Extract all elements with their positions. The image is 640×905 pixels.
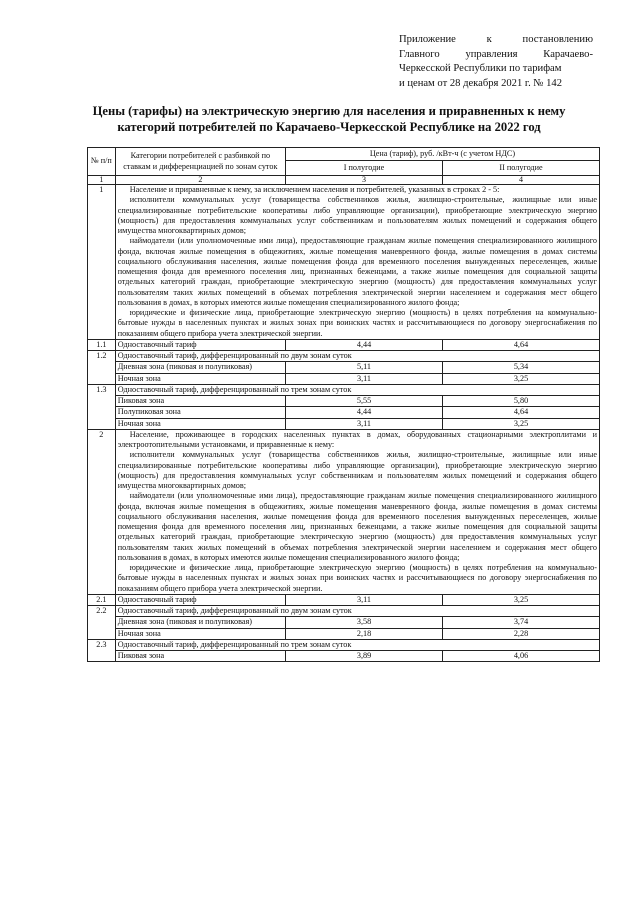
value-half-1: 3,11 <box>286 594 443 605</box>
table-row <box>88 651 600 662</box>
table-row <box>88 396 600 407</box>
table-row <box>88 362 600 373</box>
value-half-1: 5,11 <box>286 362 443 373</box>
value-half-1: 2,18 <box>286 628 443 639</box>
value-half-2: 4,06 <box>443 651 600 662</box>
header-price: Цена (тариф), руб. /кВт-ч (с учетом НДС) <box>286 148 600 161</box>
row-label: Одноставочный тариф, дифференцированный по двум зонам суток <box>115 351 599 362</box>
row-label: Одноставочный тариф, дифференцированный по двум зонам суток <box>115 606 599 617</box>
table-row <box>88 628 600 639</box>
appendix-line: и ценам от 28 декабря 2021 г. № 142 <box>399 77 563 89</box>
description-paragraph: наймодатели (или уполномоченные ими лица), предоставляющие гражданам жилые помещения специализированного жилищного фонда, включая жилые помещения в общежитиях, жилые помещения маневренного фонда, жилые помещения в домах системы социального обслуживания населения, жилые помещения фонда для временного поселения вынужденных переселенцев, жилые помещения фонда для временного поселения лиц, признанных беженцами, а также жилые помещения для социальной защиты отдельных категорий граждан, приобретающие электрическую энергию (мощность) для предоставления коммунальных услуг пользователям таких жилых помещений в объемах потребления электрической энергии населением и содержания мест общего пользования в домах, в которых имеются жилые помещения специализированного жилого фонда; <box>117 236 597 307</box>
value-half-2: 5,80 <box>443 396 600 407</box>
row-number: 1.2 <box>88 351 116 385</box>
row-number: 2.3 <box>88 639 116 662</box>
tariff-table <box>87 147 600 662</box>
row-number: 1.3 <box>88 384 116 429</box>
header-category: Категории потребителей с разбивкой по ставкам и дифференциацией по зонам суток <box>115 148 285 176</box>
value-half-1: 3,89 <box>286 651 443 662</box>
column-index: 4 <box>443 176 600 185</box>
value-half-2: 4,64 <box>443 407 600 418</box>
row-number: 2.2 <box>88 606 116 640</box>
title-line-2: категорий потребителей по Карачаево-Черкесской Республике на 2022 год <box>117 120 541 134</box>
section-1-description <box>115 185 599 340</box>
row-label: Одноставочный тариф <box>115 594 285 605</box>
value-half-1: 4,44 <box>286 339 443 350</box>
value-half-1: 3,11 <box>286 373 443 384</box>
title-line-1: Цены (тарифы) на электрическую энергию для населения и приравненных к нему <box>92 104 566 118</box>
table-row <box>88 606 600 617</box>
value-half-2: 5,34 <box>443 362 600 373</box>
appendix-line: Приложение к постановлению <box>399 34 593 45</box>
section-1-description-row <box>88 185 600 340</box>
column-index: 2 <box>115 176 285 185</box>
description-paragraph: исполнители коммунальных услуг (товарищества собственников жилья, жилищно-строительные, жилищные или иные специализированные потребительские кооперативы либо управляющие организации), приобретающие электрическую энергию (мощность) для предоставления коммунальных услуг собственникам и пользователям жилых помещений и содержания общего имущества многоквартирных домов; <box>117 450 597 490</box>
value-half-2: 3,25 <box>443 373 600 384</box>
row-label: Одноставочный тариф, дифференцированный по трем зонам суток <box>115 639 599 650</box>
description-paragraph: Население, проживающее в городских населенных пунктах в домах, оборудованных стационарными электроплитами и электроотопительными установками, и приравненные к нему: <box>117 429 597 449</box>
value-half-1: 4,44 <box>286 407 443 418</box>
table-row <box>88 639 600 650</box>
column-index-row <box>88 176 600 185</box>
row-label: Ночная зона <box>115 373 285 384</box>
value-half-2: 4,64 <box>443 339 600 350</box>
description-paragraph: юридические и физические лица, приобретающие электрическую энергию (мощность) в целях потребления на коммунально-бытовые нужды в населенных пунктах и жилых зонах при воинских частях и рассчитывающиеся по договору энергоснабжения по показаниям общего прибора учета электрической энергии. <box>117 308 597 338</box>
header-half-1: I полугодие <box>286 161 443 176</box>
section-2-description <box>115 429 599 594</box>
description-paragraph: юридические и физические лица, приобретающие электрическую энергию (мощность) в целях потребления на коммунально-бытовые нужды в населенных пунктах и жилых зонах при воинских частях и рассчитывающиеся по договору энергоснабжения по показаниям общего прибора учета электрической энергии. <box>117 563 597 593</box>
table-row <box>88 617 600 628</box>
appendix-line: Главного управления Карачаево- <box>399 48 593 60</box>
row-label: Ночная зона <box>115 628 285 639</box>
value-half-1: 5,55 <box>286 396 443 407</box>
row-label: Ночная зона <box>115 418 285 429</box>
document-title <box>70 103 588 135</box>
header-half-2: II полугодие <box>443 161 600 176</box>
column-index: 1 <box>88 176 116 185</box>
column-index: 3 <box>286 176 443 185</box>
row-number: 1.1 <box>88 339 116 350</box>
row-label: Полупиковая зона <box>115 407 285 418</box>
description-paragraph: исполнители коммунальных услуг (товарищества собственников жилья, жилищно-строительные, жилищные или иные специализированные потребительские кооперативы либо управляющие организации), приобретающие электрическую энергию (мощность) для предоставления коммунальных услуг собственникам и пользователям жилых помещений и содержания общего имущества многоквартирных домов; <box>117 195 597 235</box>
value-half-2: 3,74 <box>443 617 600 628</box>
table-row <box>88 418 600 429</box>
row-label: Дневная зона (пиковая и полупиковая) <box>115 617 285 628</box>
value-half-1: 3,11 <box>286 418 443 429</box>
table-row <box>88 594 600 605</box>
value-half-1: 3,58 <box>286 617 443 628</box>
table-row <box>88 407 600 418</box>
header-row <box>88 148 600 161</box>
row-label: Одноставочный тариф <box>115 339 285 350</box>
table-row <box>88 384 600 395</box>
table-row <box>88 339 600 350</box>
appendix-line: Черкесской Республики по тарифам <box>399 63 562 74</box>
appendix-note <box>399 33 593 91</box>
description-paragraph: наймодатели (или уполномоченные ими лица), предоставляющие гражданам жилые помещения специализированного жилищного фонда, включая жилые помещения в общежитиях, жилые помещения маневренного фонда, жилые помещения в домах системы социального обслуживания населения, жилые помещения фонда для временного поселения вынужденных переселенцев, жилые помещения фонда для временного поселения лиц, признанных беженцами, а также жилые помещения для социальной защиты отдельных категорий граждан, приобретающие электрическую энергию (мощность) для предоставления коммунальных услуг пользователям таких жилых помещений в объемах потребления электрической энергии населением и содержания мест общего пользования в домах, в которых имеются жилые помещения специализированного жилого фонда; <box>117 491 597 562</box>
description-paragraph: Население и приравненные к нему, за исключением населения и потребителей, указанных в строках 2 - 5: <box>129 185 500 194</box>
row-label: Пиковая зона <box>115 396 285 407</box>
row-number: 1 <box>88 185 116 340</box>
row-number: 2 <box>88 429 116 594</box>
row-number: 2.1 <box>88 594 116 605</box>
table-row <box>88 373 600 384</box>
value-half-2: 3,25 <box>443 418 600 429</box>
row-label: Пиковая зона <box>115 651 285 662</box>
table-row <box>88 351 600 362</box>
value-half-2: 3,25 <box>443 594 600 605</box>
value-half-2: 2,28 <box>443 628 600 639</box>
row-label: Дневная зона (пиковая и полупиковая) <box>115 362 285 373</box>
header-num: № п/п <box>88 148 116 176</box>
row-label: Одноставочный тариф, дифференцированный по трем зонам суток <box>115 384 599 395</box>
section-2-description-row <box>88 429 600 594</box>
